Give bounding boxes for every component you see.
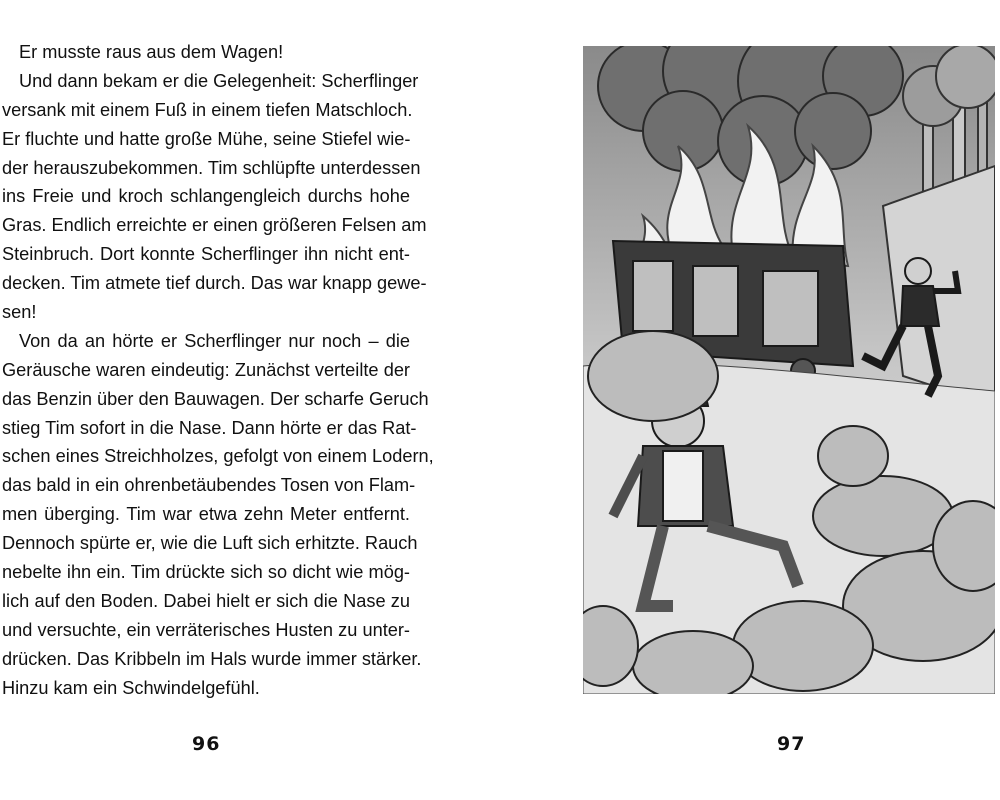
text-line: Er musste raus aus dem Wagen! [19, 42, 284, 62]
burning-wagon-illustration [583, 46, 995, 694]
right-page [500, 0, 1000, 800]
body-text [2, 38, 434, 702]
text-line: nebelte ihn ein. Tim drückte sich so dicht wie mög- [2, 562, 410, 583]
text-line: Dennoch spürte er, wie die Luft sich erhitzte. Rauch [2, 533, 418, 554]
text-line: Steinbruch. Dort konnte Scherflinger ihn nicht ent- [2, 244, 410, 265]
text-line: sen! [2, 302, 37, 323]
text-line: das Benzin über den Bauwagen. Der scharfe Geruch [2, 388, 429, 409]
text-line: Von da an hörte er Scherflinger nur noch – die [19, 330, 410, 351]
page-number-left: 96 [192, 733, 221, 755]
text-line: der herauszubekommen. Tim schlüpfte unterdessen [2, 157, 421, 178]
page-number-right: 97 [777, 733, 806, 755]
text-line: ins Freie und kroch schlangengleich durchs hohe [2, 186, 410, 207]
text-line: lich auf den Boden. Dabei hielt er sich die Nase zu [2, 590, 410, 611]
text-line: Und dann bekam er die Gelegenheit: Scherflinger [19, 70, 419, 91]
text-line: schen eines Streichholzes, gefolgt von einem Lodern, [2, 446, 434, 467]
text-line: Er fluchte und hatte große Mühe, seine Stiefel wie- [2, 128, 411, 149]
text-line: versank mit einem Fuß in einem tiefen Matschloch. [2, 99, 413, 120]
text-line: decken. Tim atmete tief durch. Das war knapp gewe- [2, 273, 427, 294]
text-line: men überging. Tim war etwa zehn Meter entfernt. [2, 504, 410, 525]
text-line: das bald in ein ohrenbetäubendes Tosen von Flam- [2, 475, 416, 496]
text-line: Hinzu kam ein Schwindelgefühl. [2, 677, 260, 698]
illustration-art [583, 46, 995, 694]
text-line: und versuchte, ein verräterisches Husten zu unter- [2, 619, 410, 640]
text-line: drücken. Das Kribbeln im Hals wurde immer stärker. [2, 648, 422, 669]
text-line: Gras. Endlich erreichte er einen größeren Felsen am [2, 215, 427, 236]
text-line: stieg Tim sofort in die Nase. Dann hörte er das Rat- [2, 417, 417, 438]
text-line: Geräusche waren eindeutig: Zunächst verteilte der [2, 359, 410, 380]
